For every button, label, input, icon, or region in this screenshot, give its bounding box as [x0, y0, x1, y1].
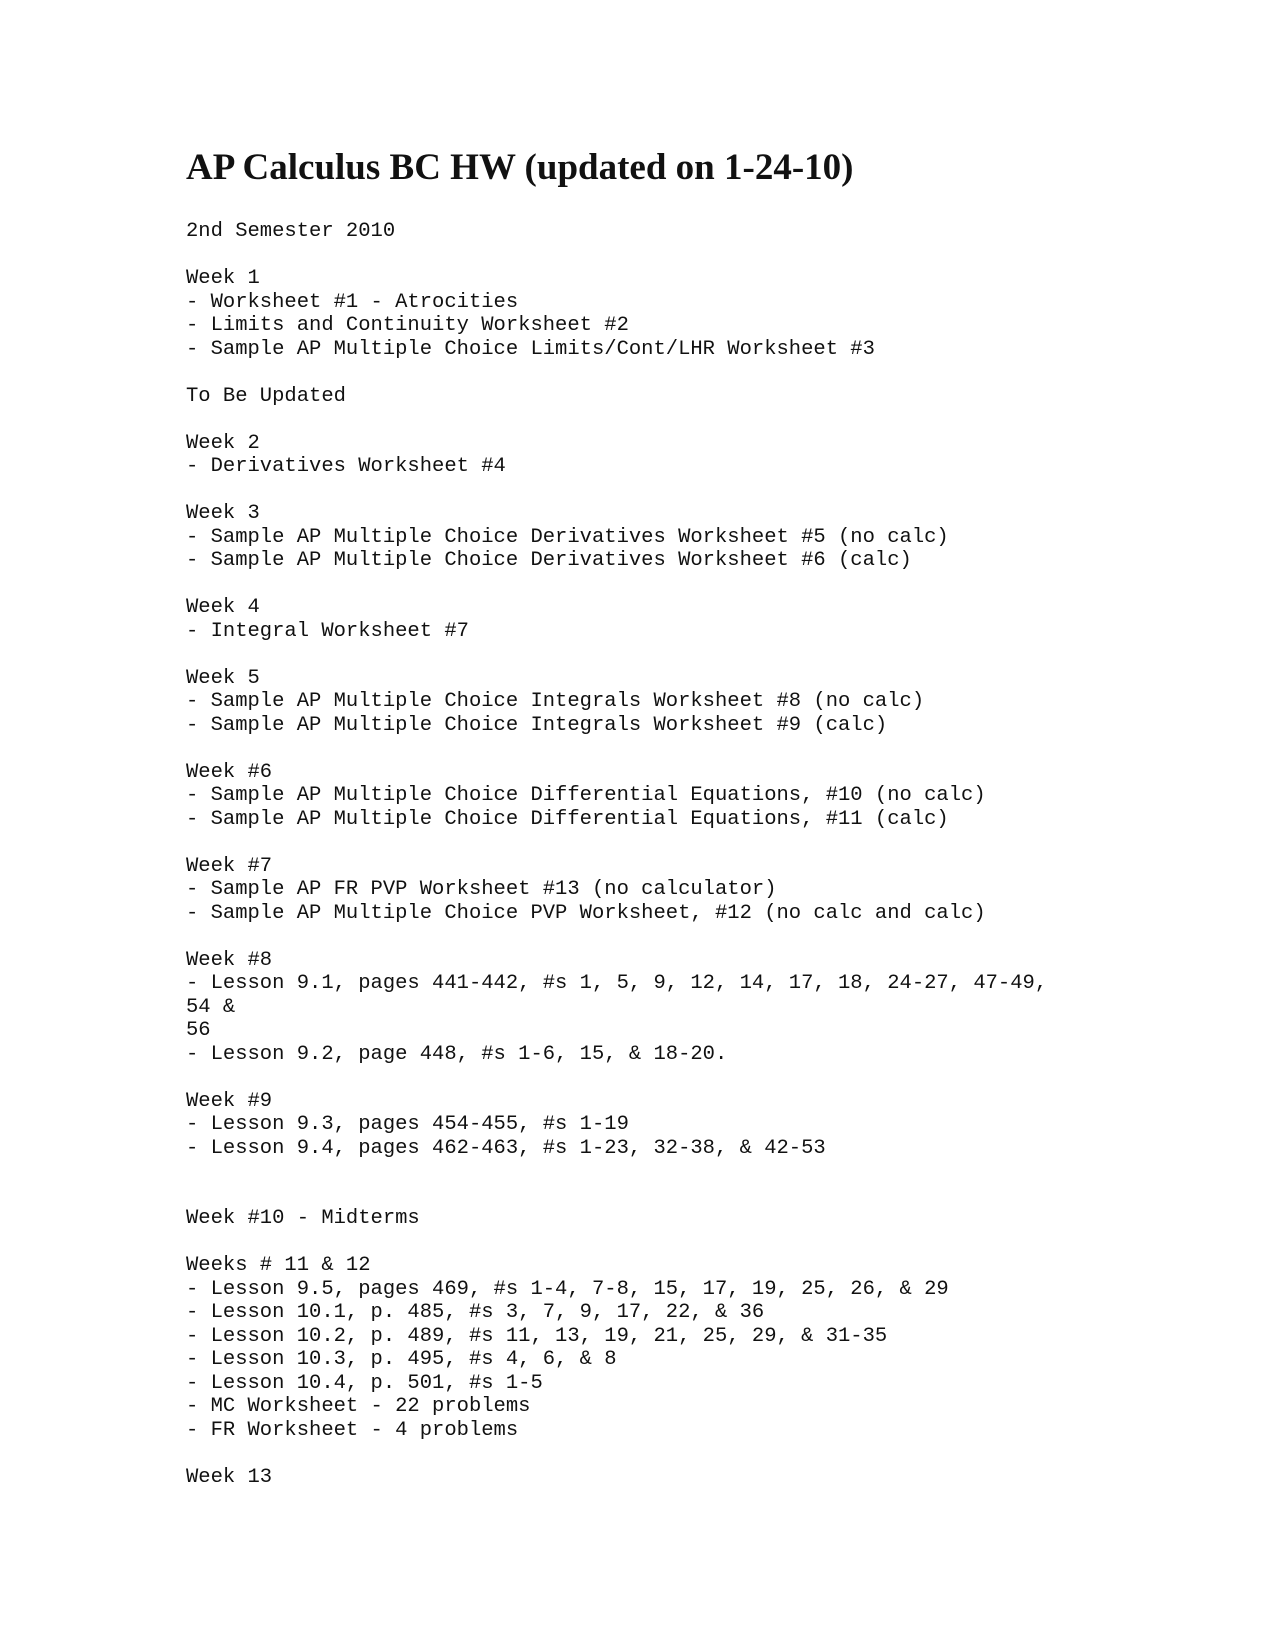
week-heading: Week #8: [186, 948, 273, 972]
assignment-item: - Sample AP FR PVP Worksheet #13 (no calculator): [186, 878, 777, 901]
assignment-item: - Lesson 9.2, page 448, #s 1-6, 15, & 18-20.: [186, 1042, 728, 1066]
assignment-item: - Lesson 10.3, p. 495, #s 4, 6, & 8: [186, 1348, 617, 1371]
spacer: [186, 831, 1246, 855]
week-heading: Week 3: [186, 502, 260, 525]
assignment-item: - Integral Worksheet #7: [186, 619, 469, 643]
assignment-item: 54 &: [186, 995, 236, 1019]
homework-list: [186, 220, 1246, 1489]
assignment-item: - Sample AP Multiple Choice Integrals Worksheet #9 (calc): [186, 713, 888, 737]
spacer: [186, 244, 1246, 268]
assignment-item: - Sample AP Multiple Choice Integrals Worksheet #8 (no calc): [186, 690, 925, 713]
assignment-item: - Lesson 10.1, p. 485, #s 3, 7, 9, 17, 22, & 36: [186, 1301, 765, 1324]
assignment-item: - Limits and Continuity Worksheet #2: [186, 314, 629, 337]
assignment-item: - Lesson 9.4, pages 462-463, #s 1-23, 32-38, & 42-53: [186, 1136, 826, 1160]
assignment-item: - Derivatives Worksheet #4: [186, 455, 506, 478]
assignment-item: - Sample AP Multiple Choice Differential Equations, #10 (no calc): [186, 784, 986, 807]
spacer: [186, 408, 1246, 432]
spacer: [186, 643, 1246, 667]
spacer: [186, 1160, 1246, 1207]
week-heading: Weeks # 11 & 12: [186, 1254, 371, 1277]
week-heading: Week 1: [186, 267, 260, 290]
assignment-item: - MC Worksheet - 22 problems: [186, 1395, 531, 1418]
assignment-item: - Worksheet #1 - Atrocities: [186, 290, 519, 314]
spacer: [186, 479, 1246, 503]
week-heading: Week 5: [186, 666, 260, 690]
spacer: [186, 1231, 1246, 1255]
spacer: [186, 925, 1246, 949]
week-heading: Week #6: [186, 760, 273, 784]
week-heading: Week #10 - Midterms: [186, 1207, 420, 1230]
spacer: [186, 573, 1246, 597]
assignment-item: - Lesson 9.3, pages 454-455, #s 1-19: [186, 1113, 629, 1136]
assignment-item: - Sample AP Multiple Choice Differential Equations, #11 (calc): [186, 807, 949, 831]
week-heading: Week #9: [186, 1089, 273, 1113]
assignment-item: - Sample AP Multiple Choice Derivatives Worksheet #6 (calc): [186, 549, 912, 572]
spacer: [186, 1066, 1246, 1090]
week-heading: Week 13: [186, 1465, 273, 1489]
spacer: [186, 361, 1246, 385]
week-heading: Week 2: [186, 431, 260, 455]
week-heading: Week 4: [186, 596, 260, 619]
status-note: To Be Updated: [186, 384, 346, 408]
spacer: [186, 1442, 1246, 1466]
week-heading: Week #7: [186, 854, 273, 878]
page-title: AP Calculus BC HW (updated on 1-24-10): [186, 147, 854, 188]
spacer: [186, 737, 1246, 761]
assignment-item: 56: [186, 1019, 211, 1042]
assignment-item: - Lesson 9.5, pages 469, #s 1-4, 7-8, 15, 17, 19, 25, 26, & 29: [186, 1277, 949, 1301]
assignment-item: - FR Worksheet - 4 problems: [186, 1418, 519, 1442]
assignment-item: - Sample AP Multiple Choice Limits/Cont/LHR Worksheet #3: [186, 337, 875, 361]
assignment-item: - Lesson 10.4, p. 501, #s 1-5: [186, 1371, 543, 1395]
assignment-item: - Lesson 9.1, pages 441-442, #s 1, 5, 9, 12, 14, 17, 18, 24-27, 47-49,: [186, 972, 1048, 995]
assignment-item: - Sample AP Multiple Choice Derivatives Worksheet #5 (no calc): [186, 525, 949, 549]
semester-label: 2nd Semester 2010: [186, 220, 396, 243]
assignment-item: - Sample AP Multiple Choice PVP Worksheet, #12 (no calc and calc): [186, 901, 986, 925]
assignment-item: - Lesson 10.2, p. 489, #s 11, 13, 19, 21, 25, 29, & 31-35: [186, 1324, 888, 1348]
